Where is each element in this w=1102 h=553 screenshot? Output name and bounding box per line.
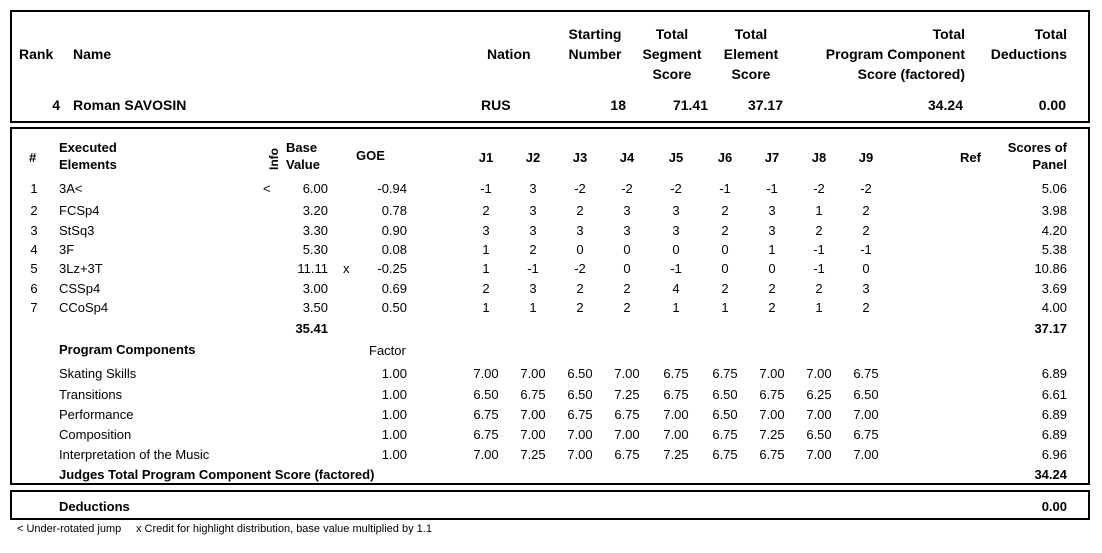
component-name: Performance [59, 407, 134, 422]
header-tes: Total Element Score [723, 26, 779, 82]
element-judge-score: -1 [719, 181, 731, 196]
component-factor: 1.00 [381, 427, 407, 442]
element-num: 4 [30, 242, 38, 257]
component-judge-score: 6.75 [712, 447, 738, 462]
col-base: Base [286, 140, 318, 155]
component-judge-score: 6.75 [853, 427, 879, 442]
component-judge-score: 6.75 [759, 387, 785, 402]
element-goe: 0.69 [381, 281, 407, 296]
component-judge-score: 6.50 [712, 407, 738, 422]
element-judge-score: 0 [672, 242, 680, 257]
deductions-label: Deductions [59, 499, 130, 514]
element-judge-score: 1 [815, 300, 823, 315]
component-judge-score: 7.25 [663, 447, 689, 462]
component-judge-score: 6.75 [614, 407, 640, 422]
element-goe: 0.90 [381, 223, 407, 238]
col-judge-3: J3 [572, 150, 588, 165]
component-name: Transitions [59, 387, 123, 402]
element-judge-score: 0 [862, 261, 870, 276]
component-judge-score: 7.00 [806, 407, 832, 422]
header-tss: Total Segment Score [642, 26, 702, 82]
element-judge-score: 2 [721, 223, 729, 238]
component-judge-score: 7.00 [853, 407, 879, 422]
element-judge-score: -1 [813, 261, 825, 276]
element-judge-score: 3 [768, 223, 776, 238]
element-goe: 0.78 [381, 203, 407, 218]
component-judge-score: 7.00 [520, 427, 546, 442]
col-executed: Executed [59, 140, 117, 155]
component-panel-score: 6.89 [1041, 407, 1067, 422]
col-judge-8: J8 [811, 150, 827, 165]
element-judge-score: 0 [721, 261, 729, 276]
component-factor: 1.00 [381, 387, 407, 402]
col-judge-2: J2 [525, 150, 541, 165]
col-num: # [29, 150, 37, 165]
col-judge-9: J9 [858, 150, 874, 165]
col-panel: Panel [1032, 157, 1067, 172]
element-judge-score: 1 [768, 242, 776, 257]
component-panel-score: 6.61 [1041, 387, 1067, 402]
element-name: 3F [59, 242, 75, 257]
skater-ded: 0.00 [1038, 97, 1066, 113]
component-judge-score: 7.00 [473, 366, 499, 381]
element-num: 6 [30, 281, 38, 296]
skater-starting-number: 18 [610, 97, 626, 113]
element-judge-score: 3 [529, 203, 537, 218]
element-judge-score: 0 [576, 242, 584, 257]
element-base: 6.00 [302, 181, 328, 196]
element-judge-score: -2 [574, 261, 586, 276]
legend-under-rotated: < Under-rotated jump [17, 523, 122, 535]
component-judge-score: 6.50 [712, 387, 738, 402]
element-panel-score: 4.20 [1041, 223, 1067, 238]
elements-total-score: 37.17 [1034, 321, 1067, 336]
component-judge-score: 6.75 [473, 427, 499, 442]
element-panel-score: 5.38 [1041, 242, 1067, 257]
element-judge-score: 0 [623, 261, 631, 276]
component-judge-score: 6.75 [712, 427, 738, 442]
component-panel-score: 6.89 [1041, 366, 1067, 381]
element-name: FCSp4 [59, 203, 100, 218]
skater-tes: 37.17 [747, 97, 783, 113]
element-judge-score: 2 [576, 281, 584, 296]
col-scores-of: Scores of [1007, 140, 1067, 155]
element-judge-score: 0 [623, 242, 631, 257]
element-goe: -0.25 [377, 261, 407, 276]
element-judge-score: 2 [721, 203, 729, 218]
component-judge-score: 6.75 [759, 447, 785, 462]
component-judge-score: 7.25 [520, 447, 546, 462]
component-judge-score: 6.25 [806, 387, 832, 402]
element-judge-score: 3 [623, 203, 631, 218]
element-judge-score: -1 [480, 181, 492, 196]
component-judge-score: 7.00 [520, 366, 546, 381]
element-judge-score: 1 [672, 300, 680, 315]
element-name: CSSp4 [59, 281, 101, 296]
component-judge-score: 7.00 [806, 366, 832, 381]
element-judge-score: 3 [576, 223, 584, 238]
element-num: 1 [30, 181, 38, 196]
element-judge-score: -1 [813, 242, 825, 257]
element-base: 3.50 [302, 300, 328, 315]
element-judge-score: 2 [862, 223, 870, 238]
component-judge-score: 6.75 [473, 407, 499, 422]
element-goe: 0.50 [381, 300, 407, 315]
element-name: StSq3 [59, 223, 95, 238]
element-judge-score: 2 [815, 281, 823, 296]
component-judge-score: 7.00 [567, 447, 593, 462]
element-num: 5 [30, 261, 38, 276]
element-judge-score: 1 [482, 261, 490, 276]
component-judge-score: 6.50 [853, 387, 879, 402]
element-judge-score: 4 [672, 281, 680, 296]
element-x: x [343, 261, 350, 276]
component-judge-score: 6.75 [520, 387, 546, 402]
deductions-value: 0.00 [1041, 499, 1067, 514]
components-factor-header: Factor [369, 343, 406, 358]
element-judge-score: -2 [813, 181, 825, 196]
component-factor: 1.00 [381, 366, 407, 381]
element-judge-score: 2 [768, 300, 776, 315]
element-judge-score: 3 [623, 223, 631, 238]
skater-rank: 4 [52, 97, 60, 113]
element-judge-score: -2 [670, 181, 682, 196]
legend-highlight: x Credit for highlight distribution, base value multiplied by 1.1 [136, 523, 432, 535]
component-judge-score: 7.00 [759, 366, 785, 381]
element-judge-score: 1 [482, 300, 490, 315]
element-judge-score: 0 [721, 242, 729, 257]
element-judge-score: 1 [482, 242, 490, 257]
element-judge-score: -1 [860, 242, 872, 257]
component-judge-score: 6.75 [614, 447, 640, 462]
element-judge-score: -1 [766, 181, 778, 196]
element-judge-score: 2 [576, 300, 584, 315]
header-pcs: Total Program Component Score (factored) [825, 26, 965, 82]
col-elements: Elements [59, 157, 117, 172]
deductions-box [10, 490, 1090, 520]
element-judge-score: 3 [482, 223, 490, 238]
element-num: 3 [30, 223, 38, 238]
component-judge-score: 6.50 [567, 387, 593, 402]
element-judge-score: 2 [482, 281, 490, 296]
component-panel-score: 6.89 [1041, 427, 1067, 442]
component-judge-score: 7.25 [759, 427, 785, 442]
col-judge-7: J7 [764, 150, 780, 165]
element-info: < [263, 181, 271, 196]
component-judge-score: 7.00 [663, 407, 689, 422]
component-judge-score: 7.00 [759, 407, 785, 422]
element-name: CCoSp4 [59, 300, 109, 315]
component-judge-score: 7.00 [663, 427, 689, 442]
header-rank: Rank [19, 46, 54, 62]
element-judge-score: 2 [482, 203, 490, 218]
header-name: Name [73, 46, 112, 62]
element-judge-score: 3 [862, 281, 870, 296]
element-judge-score: 2 [862, 203, 870, 218]
component-judge-score: 6.75 [567, 407, 593, 422]
element-judge-score: 1 [529, 300, 537, 315]
component-judge-score: 7.25 [614, 387, 640, 402]
element-judge-score: 1 [721, 300, 729, 315]
component-judge-score: 6.75 [663, 387, 689, 402]
element-goe: -0.94 [377, 181, 407, 196]
element-judge-score: 3 [768, 203, 776, 218]
components-total-label: Judges Total Program Component Score (factored) [59, 467, 375, 482]
col-judge-4: J4 [619, 150, 635, 165]
element-name: 3Lz+3T [59, 261, 103, 276]
col-judge-6: J6 [717, 150, 733, 165]
header-starting-number: Starting Number [568, 26, 622, 62]
skater-pcs: 34.24 [927, 97, 963, 113]
element-judge-score: 0 [768, 261, 776, 276]
element-judge-score: 1 [815, 203, 823, 218]
element-panel-score: 4.00 [1041, 300, 1067, 315]
element-judge-score: -2 [860, 181, 872, 196]
header-ded: Total Deductions [990, 26, 1067, 62]
element-judge-score: 2 [815, 223, 823, 238]
skater-tss: 71.41 [672, 97, 708, 113]
component-judge-score: 7.00 [520, 407, 546, 422]
element-panel-score: 3.69 [1041, 281, 1067, 296]
element-base: 5.30 [302, 242, 328, 257]
component-judge-score: 6.50 [806, 427, 832, 442]
component-judge-score: 6.75 [712, 366, 738, 381]
component-judge-score: 7.00 [473, 447, 499, 462]
element-judge-score: 2 [721, 281, 729, 296]
col-judge-5: J5 [668, 150, 684, 165]
skater-nation: RUS [481, 97, 511, 113]
component-judge-score: 7.00 [567, 427, 593, 442]
element-base: 3.30 [302, 223, 328, 238]
element-name: 3A< [59, 181, 83, 196]
col-value: Value [286, 157, 320, 172]
element-judge-score: 2 [623, 281, 631, 296]
element-judge-score: 3 [529, 281, 537, 296]
element-judge-score: -2 [574, 181, 586, 196]
component-factor: 1.00 [381, 407, 407, 422]
element-base: 11.11 [297, 261, 328, 276]
element-goe: 0.08 [381, 242, 407, 257]
element-judge-score: -1 [670, 261, 682, 276]
skater-name: Roman SAVOSIN [73, 97, 187, 113]
component-judge-score: 7.00 [806, 447, 832, 462]
col-goe: GOE [356, 148, 385, 163]
element-judge-score: 2 [862, 300, 870, 315]
components-total-score: 34.24 [1034, 467, 1067, 482]
component-judge-score: 7.00 [614, 427, 640, 442]
component-judge-score: 7.00 [853, 447, 879, 462]
element-panel-score: 10.86 [1034, 261, 1067, 276]
element-base: 3.20 [302, 203, 328, 218]
component-name: Skating Skills [59, 366, 137, 381]
component-factor: 1.00 [381, 447, 407, 462]
element-judge-score: 3 [529, 181, 537, 196]
element-judge-score: -2 [621, 181, 633, 196]
component-judge-score: 6.75 [663, 366, 689, 381]
element-num: 2 [30, 203, 38, 218]
element-judge-score: 2 [529, 242, 537, 257]
element-judge-score: -1 [527, 261, 539, 276]
component-panel-score: 6.96 [1041, 447, 1067, 462]
component-judge-score: 6.75 [853, 366, 879, 381]
col-info: Info [267, 148, 281, 170]
element-panel-score: 5.06 [1041, 181, 1067, 196]
component-judge-score: 6.50 [567, 366, 593, 381]
component-judge-score: 7.00 [614, 366, 640, 381]
component-name: Interpretation of the Music [59, 447, 210, 462]
header-nation: Nation [487, 46, 531, 62]
element-base: 3.00 [302, 281, 328, 296]
col-ref: Ref [960, 150, 981, 165]
element-panel-score: 3.98 [1041, 203, 1067, 218]
element-judge-score: 2 [623, 300, 631, 315]
element-judge-score: 2 [768, 281, 776, 296]
col-judge-1: J1 [478, 150, 494, 165]
element-judge-score: 2 [576, 203, 584, 218]
element-judge-score: 3 [672, 203, 680, 218]
element-judge-score: 3 [529, 223, 537, 238]
element-judge-score: 3 [672, 223, 680, 238]
component-name: Composition [59, 427, 132, 442]
element-num: 7 [30, 300, 38, 315]
components-title: Program Components [59, 342, 196, 357]
component-judge-score: 6.50 [473, 387, 499, 402]
elements-total-base: 35.41 [295, 321, 328, 336]
